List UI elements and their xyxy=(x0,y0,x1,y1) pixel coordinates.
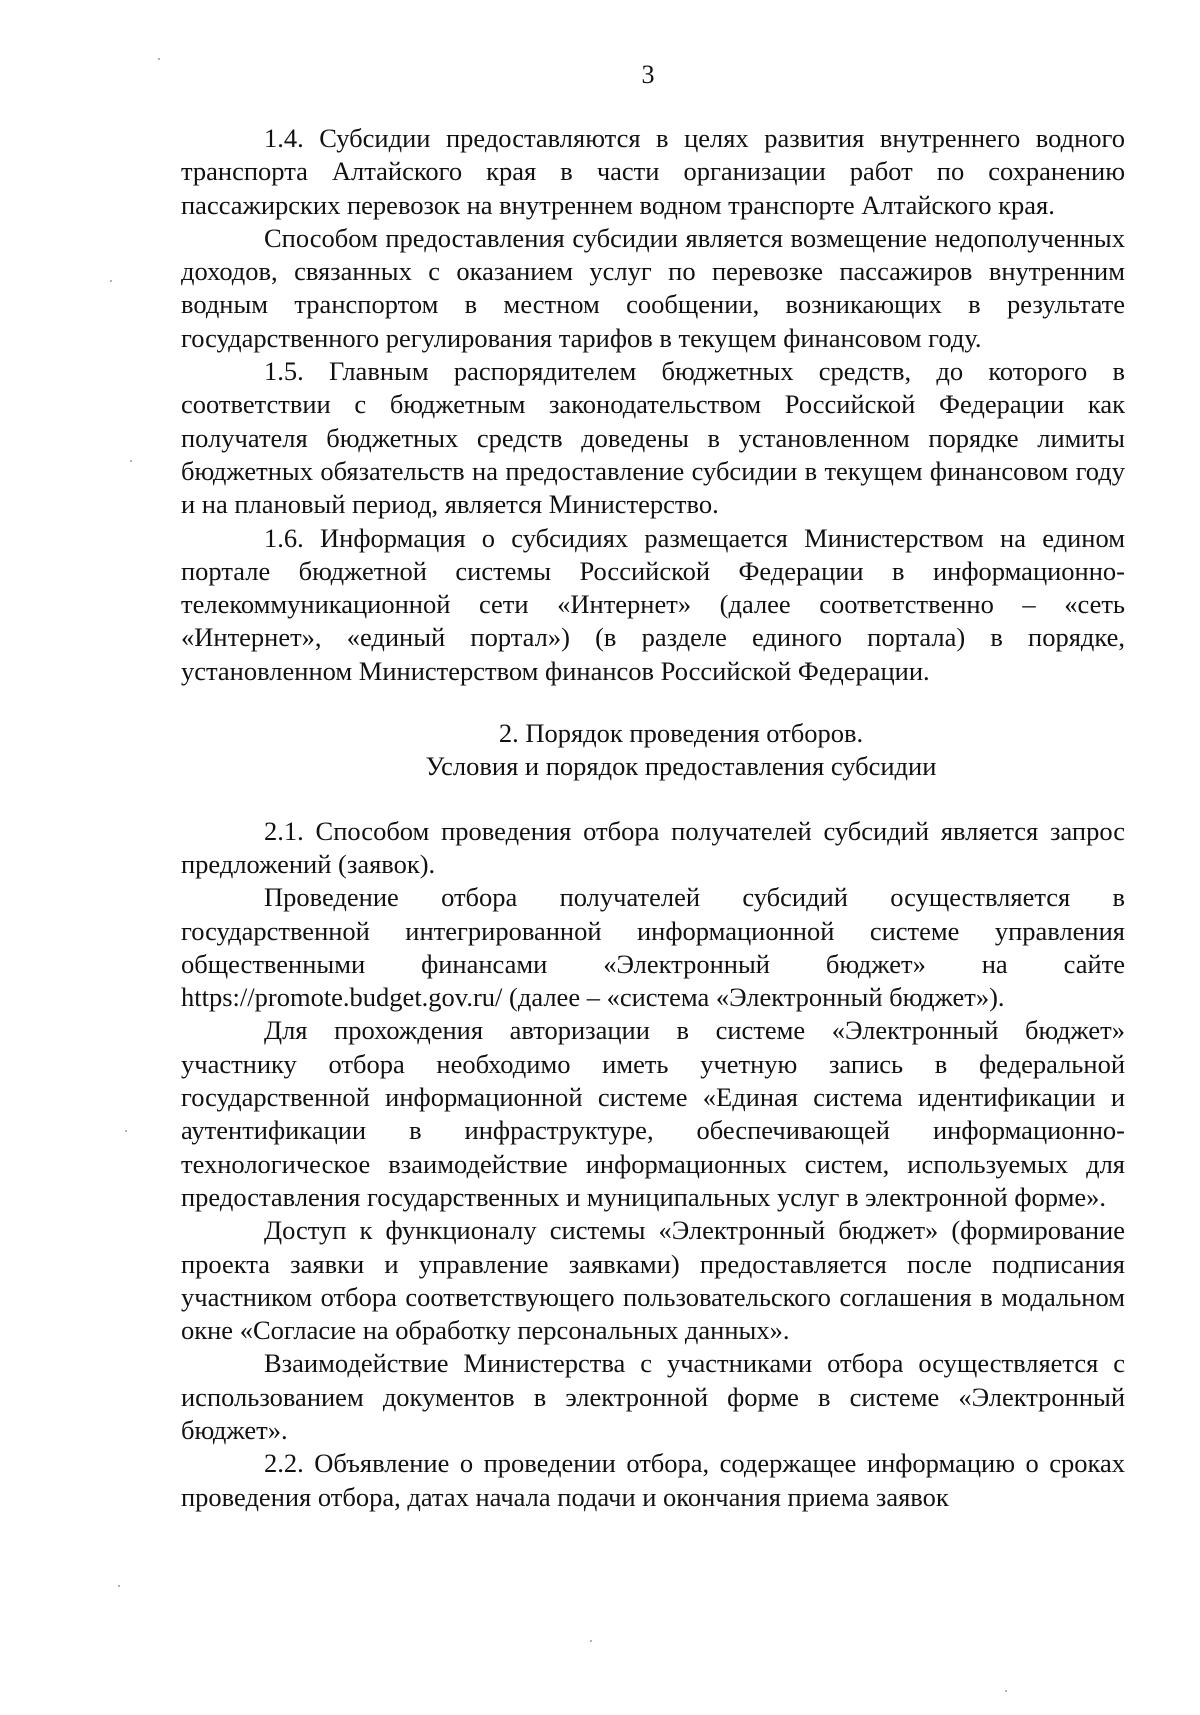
paragraph-1-4: 1.4. Субсидии предоставляются в целях развития внутреннего водного транспорта Алтайского края в части организации работ по сохранению пассажирских перевозок на внутреннем водном транспорте Алтайского края. xyxy=(181,123,1125,220)
paragraph-1-5: 1.5. Главным распорядителем бюджетных средств, до которого в соответствии с бюджетным законодательством Российской Федерации как получателя бюджетных средств доведены в установленном порядке лимиты бюджетных обязательств на предоставление субсидии в текущем финансовом году и на плановый период, является Министерство. xyxy=(181,356,1125,520)
scan-speck xyxy=(110,280,112,282)
document-body xyxy=(181,122,1125,1514)
section-title-line-2: Условия и порядок предоставления субсидии xyxy=(425,751,937,782)
scan-speck xyxy=(590,1640,592,1642)
scan-speck xyxy=(125,1130,127,1132)
paragraph-selection-conduct: Проведение отбора получателей субсидий осуществляется в государственной интегрированной информационной системе управления общественными финансами «Электронный бюджет» на сайте https://promote.budget.gov.ru/ (далее – «система «Электронный бюджет»). xyxy=(181,882,1125,1013)
section-title-line-1: 2. Порядок проведения отборов. xyxy=(498,718,864,749)
scan-speck xyxy=(158,58,160,60)
paragraph-subsidy-method: Способом предоставления субсидии является возмещение недополученных доходов, связанных с оказанием услуг по перевозке пассажиров внутренним водным транспортом в местном сообщении, возникающих в результате государственного регулирования тарифов в текущем финансовом году. xyxy=(181,222,1125,353)
page-number: 3 xyxy=(641,60,655,89)
section-spacer xyxy=(181,784,1125,815)
paragraph-2-2: 2.2. Объявление о проведении отбора, содержащее информацию о сроках проведения отбора, датах начала подачи и окончания приема заявок xyxy=(181,1448,1125,1512)
paragraph-2-1: 2.1. Способом проведения отбора получателей субсидий является запрос предложений (заявок). xyxy=(181,815,1125,879)
scan-speck xyxy=(118,1585,120,1587)
paragraph-authorization: Для прохождения авторизации в системе «Электронный бюджет» участнику отбора необходимо иметь учетную запись в федеральной государственной информационной системе «Единая система идентификации и аутентификации в инфраструктуре, обеспечивающей информационно-технологическое взаимодействие информационных систем, используемых для предоставления государственных и муниципальных услуг в электронной форме». xyxy=(181,1015,1125,1212)
paragraph-1-6: 1.6. Информация о субсидиях размещается Министерством на едином портале бюджетной системы Российской Федерации в информационно-телекоммуникационной сети «Интернет» (далее соответственно – «сеть «Интернет», «единый портал») (в разделе единого портала) в порядке, установленном Министерством финансов Российской Федерации. xyxy=(181,522,1125,686)
paragraph-interaction: Взаимодействие Министерства с участниками отбора осуществляется с использованием документов в электронной форме в системе «Электронный бюджет». xyxy=(181,1348,1125,1445)
scan-speck xyxy=(1005,1690,1007,1692)
paragraph-access: Доступ к функционалу системы «Электронный бюджет» (формирование проекта заявки и управление заявками) предоставляется после подписания участником отбора соответствующего пользовательского соглашения в модальном окне «Согласие на обработку персональных данных». xyxy=(181,1215,1125,1346)
scan-speck xyxy=(130,460,132,462)
